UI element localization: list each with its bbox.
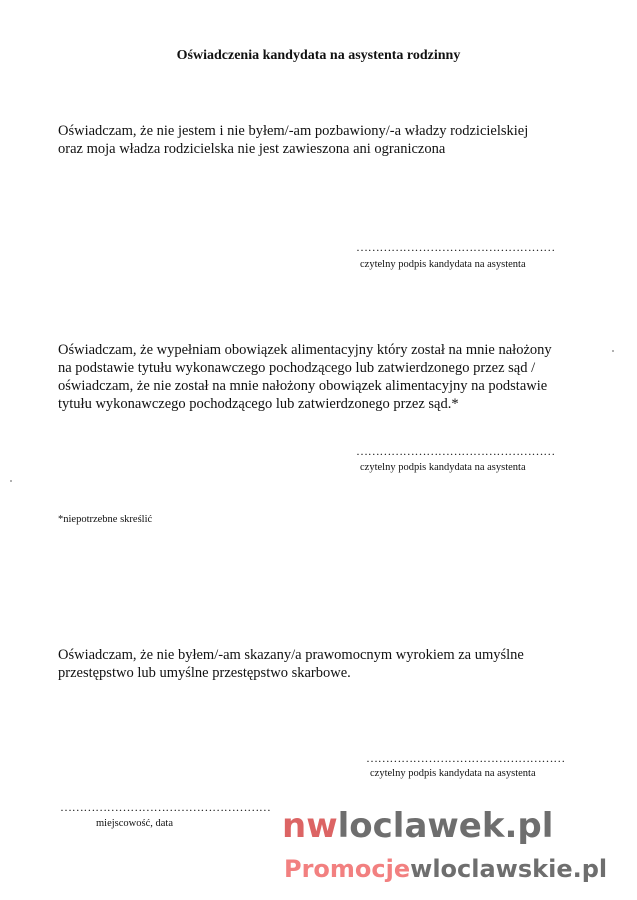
watermark-text-red: nw	[282, 806, 338, 846]
statement-criminal-record	[58, 646, 524, 682]
statement-parental-authority	[58, 122, 528, 158]
scan-speck	[612, 350, 614, 352]
signature-line: ……………………………………………	[366, 751, 565, 765]
watermark-logo-secondary	[284, 855, 607, 883]
statement-line: na podstawie tytułu wykonawczego pochodzącego lub zatwierdzonego przez sąd /	[58, 360, 536, 376]
statement-line: Oświadczam, że nie byłem/-am skazany/a prawomocnym wyrokiem za umyślne	[58, 647, 524, 663]
footnote: *niepotrzebne skreślić	[58, 514, 153, 525]
statement-line: tytułu wykonawczego pochodzącego lub zatwierdzonego przez sąd.*	[58, 396, 459, 412]
page-title: Oświadczenia kandydata na asystenta rodzinny	[176, 48, 461, 63]
statement-line: Oświadczam, że nie jestem i nie byłem/-am pozbawiony/-a władzy rodzicielskiej	[58, 123, 529, 139]
statement-line: oraz moja władza rodzicielska nie jest zawieszona ani ograniczona	[58, 141, 446, 157]
scan-speck	[10, 480, 12, 482]
watermark-text-pink: Promocje	[284, 855, 411, 883]
signature-caption: czytelny podpis kandydata na asystenta	[370, 768, 536, 779]
watermark-logo-primary	[282, 806, 553, 846]
signature-caption: czytelny podpis kandydata na asystenta	[360, 259, 526, 270]
signature-line: ……………………………………………	[356, 444, 555, 458]
signature-line: ……………………………………………	[356, 240, 555, 254]
statement-alimony	[58, 341, 552, 413]
statement-line: oświadczam, że nie został na mnie nałożony obowiązek alimentacyjny na podstawie	[58, 378, 548, 394]
watermark-text-gray: wloclawskie.pl	[410, 855, 608, 883]
statement-line: Oświadczam, że wypełniam obowiązek alimentacyjny który został na mnie nałożony	[58, 342, 552, 358]
place-date-caption: miejscowość, data	[96, 818, 173, 829]
statement-line: przestępstwo lub umyślne przestępstwo skarbowe.	[58, 665, 351, 681]
place-date-line: ………………………………………………	[60, 800, 271, 814]
watermark-text-gray: loclawek.pl	[337, 806, 554, 846]
signature-caption: czytelny podpis kandydata na asystenta	[360, 462, 526, 473]
